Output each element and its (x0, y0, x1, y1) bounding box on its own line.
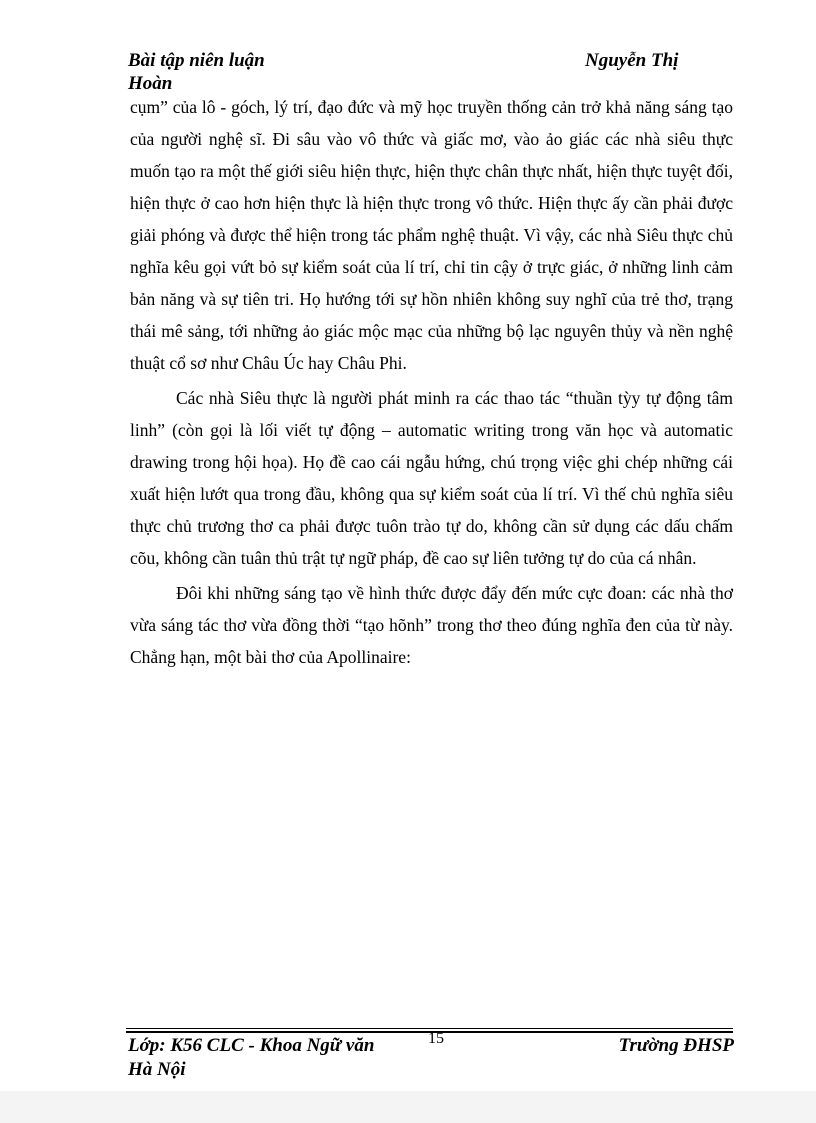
header-course-title: Bài tập niên luận (128, 50, 265, 71)
footer-class-info-wrap: Hà Nội (128, 1059, 186, 1080)
paragraph-1: cụm” của lô - góch, lý trí, đạo đức và mỹ học truyền thống cản trở khả năng sáng tạo của người nghệ sĩ. Đi sâu vào vô thức và giấc mơ, vào ảo giác các nhà siêu thực muốn tạo ra một thế giới siêu hiện thực, hiện thực chân thực nhất, hiện thực tuyệt đối, hiện thực ở cao hơn hiện thực là hiện thực trong vô thức. Hiện thực ấy cần phải được giải phóng và được thể hiện trong tác phẩm nghệ thuật. Vì vậy, các nhà Siêu thực chủ nghĩa kêu gọi vứt bỏ sự kiểm soát của lí trí, chỉ tin cậy ở trực giác, ở những linh cảm bản năng và sự tiên tri. Họ hướng tới sự hồn nhiên không suy nghĩ của trẻ thơ, trạng thái mê sảng, tới những ảo giác mộc mạc của những bộ lạc nguyên thủy và nền nghệ thuật cổ sơ như Châu Úc hay Châu Phi. (130, 97, 733, 373)
page-number: 15 (428, 1030, 444, 1047)
header-author-name-wrap: Hoàn (128, 73, 173, 94)
header-author-name: Nguyễn Thị (585, 50, 679, 71)
paragraph-3: Đôi khi những sáng tạo về hình thức được đẩy đến mức cực đoan: các nhà thơ vừa sáng tác thơ vừa đồng thời “tạo hõnh” trong thơ theo đúng nghĩa đen của từ này. Chẳng hạn, một bài thơ của Apollinaire: (130, 583, 733, 667)
footer-school-name: Trường ĐHSP (618, 1035, 734, 1056)
page-bottom-margin (0, 1091, 816, 1123)
document-body (130, 91, 733, 673)
footer-rule-thin (126, 1028, 733, 1029)
footer-class-info: Lớp: K56 CLC - Khoa Ngữ văn (128, 1035, 375, 1056)
paragraph-2: Các nhà Siêu thực là người phát minh ra các thao tác “thuần tỳy tự động tâm linh” (còn gọi là lối viết tự động – automatic writing trong văn học và automatic drawing trong hội họa). Họ đề cao cái ngẫu hứng, chú trọng việc ghi chép những cái xuất hiện lướt qua trong đầu, không qua sự kiểm soát của lí trí. Vì thế chủ nghĩa siêu thực chủ trương thơ ca phải được tuôn trào tự do, không cần sử dụng các dấu chấm cõu, không cần tuân thủ trật tự ngữ pháp, đề cao sự liên tưởng tự do của cá nhân. (130, 388, 733, 568)
